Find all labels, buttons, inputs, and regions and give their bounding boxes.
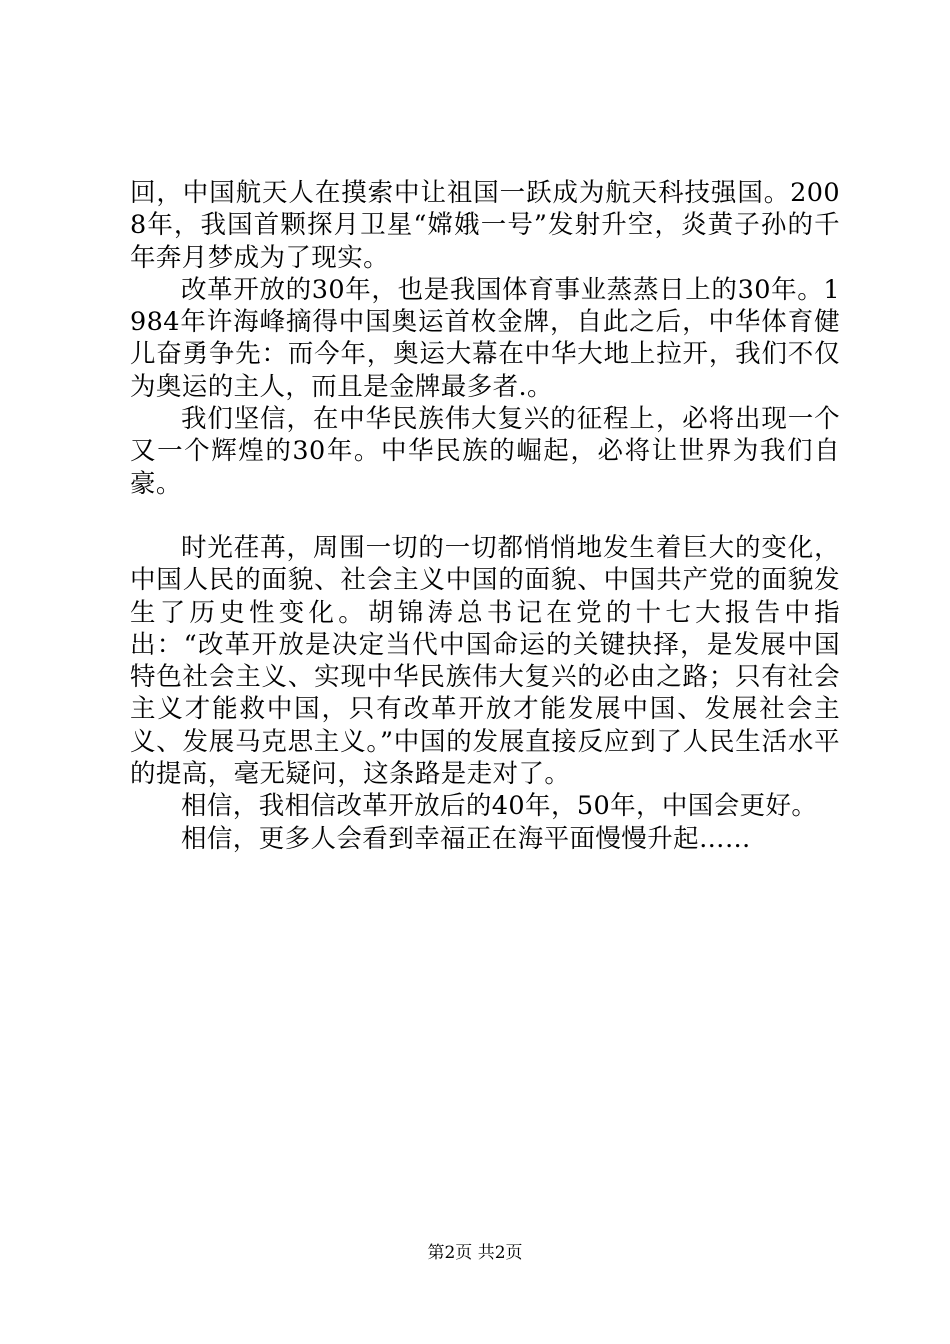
document-body <box>130 177 840 855</box>
paragraph-time-changes: 时光荏苒，周围一切的一切都悄悄地发生着巨大的变化，中国人民的面貌、社会主义中国的面貌、中国共产党的面貌发生了历史性变化。胡锦涛总书记在党的十七大报告中指出：“改革开放是决定当代中国命运的关键抉择，是发展中国特色社会主义、实现中华民族伟大复兴的必由之路；只有社会主义才能救中国，只有改革开放才能发展中国、发展社会主义、发展马克思主义。”中国的发展直接反应到了人民生活水平的提高，毫无疑问，这条路是走对了。 <box>130 532 840 790</box>
paragraph-reform-sports: 改革开放的30年，也是我国体育事业蒸蒸日上的30年。1984年许海峰摘得中国奥运首枚金牌，自此之后，中华体育健儿奋勇争先：而今年，奥运大幕在中华大地上拉开，我们不仅为奥运的主人，而且是金牌最多者.。 <box>130 274 840 402</box>
page-footer: 第2页 共2页 <box>427 1243 523 1263</box>
paragraph-believe-happiness: 相信，更多人会看到幸福正在海平面慢慢升起…… <box>181 823 751 854</box>
paragraph-continuation: 回，中国航天人在摸索中让祖国一跃成为航天科技强国。2008年，我国首颗探月卫星“嫦娥一号”发射升空，炎黄子孙的千年奔月梦成为了现实。 <box>130 178 840 273</box>
paragraph-gap <box>130 500 840 532</box>
paragraph-believe-future: 相信，我相信改革开放后的40年，50年，中国会更好。 <box>181 791 818 822</box>
paragraph-belief: 我们坚信，在中华民族伟大复兴的征程上，必将出现一个又一个辉煌的30年。中华民族的崛起，必将让世界为我们自豪。 <box>130 404 840 499</box>
